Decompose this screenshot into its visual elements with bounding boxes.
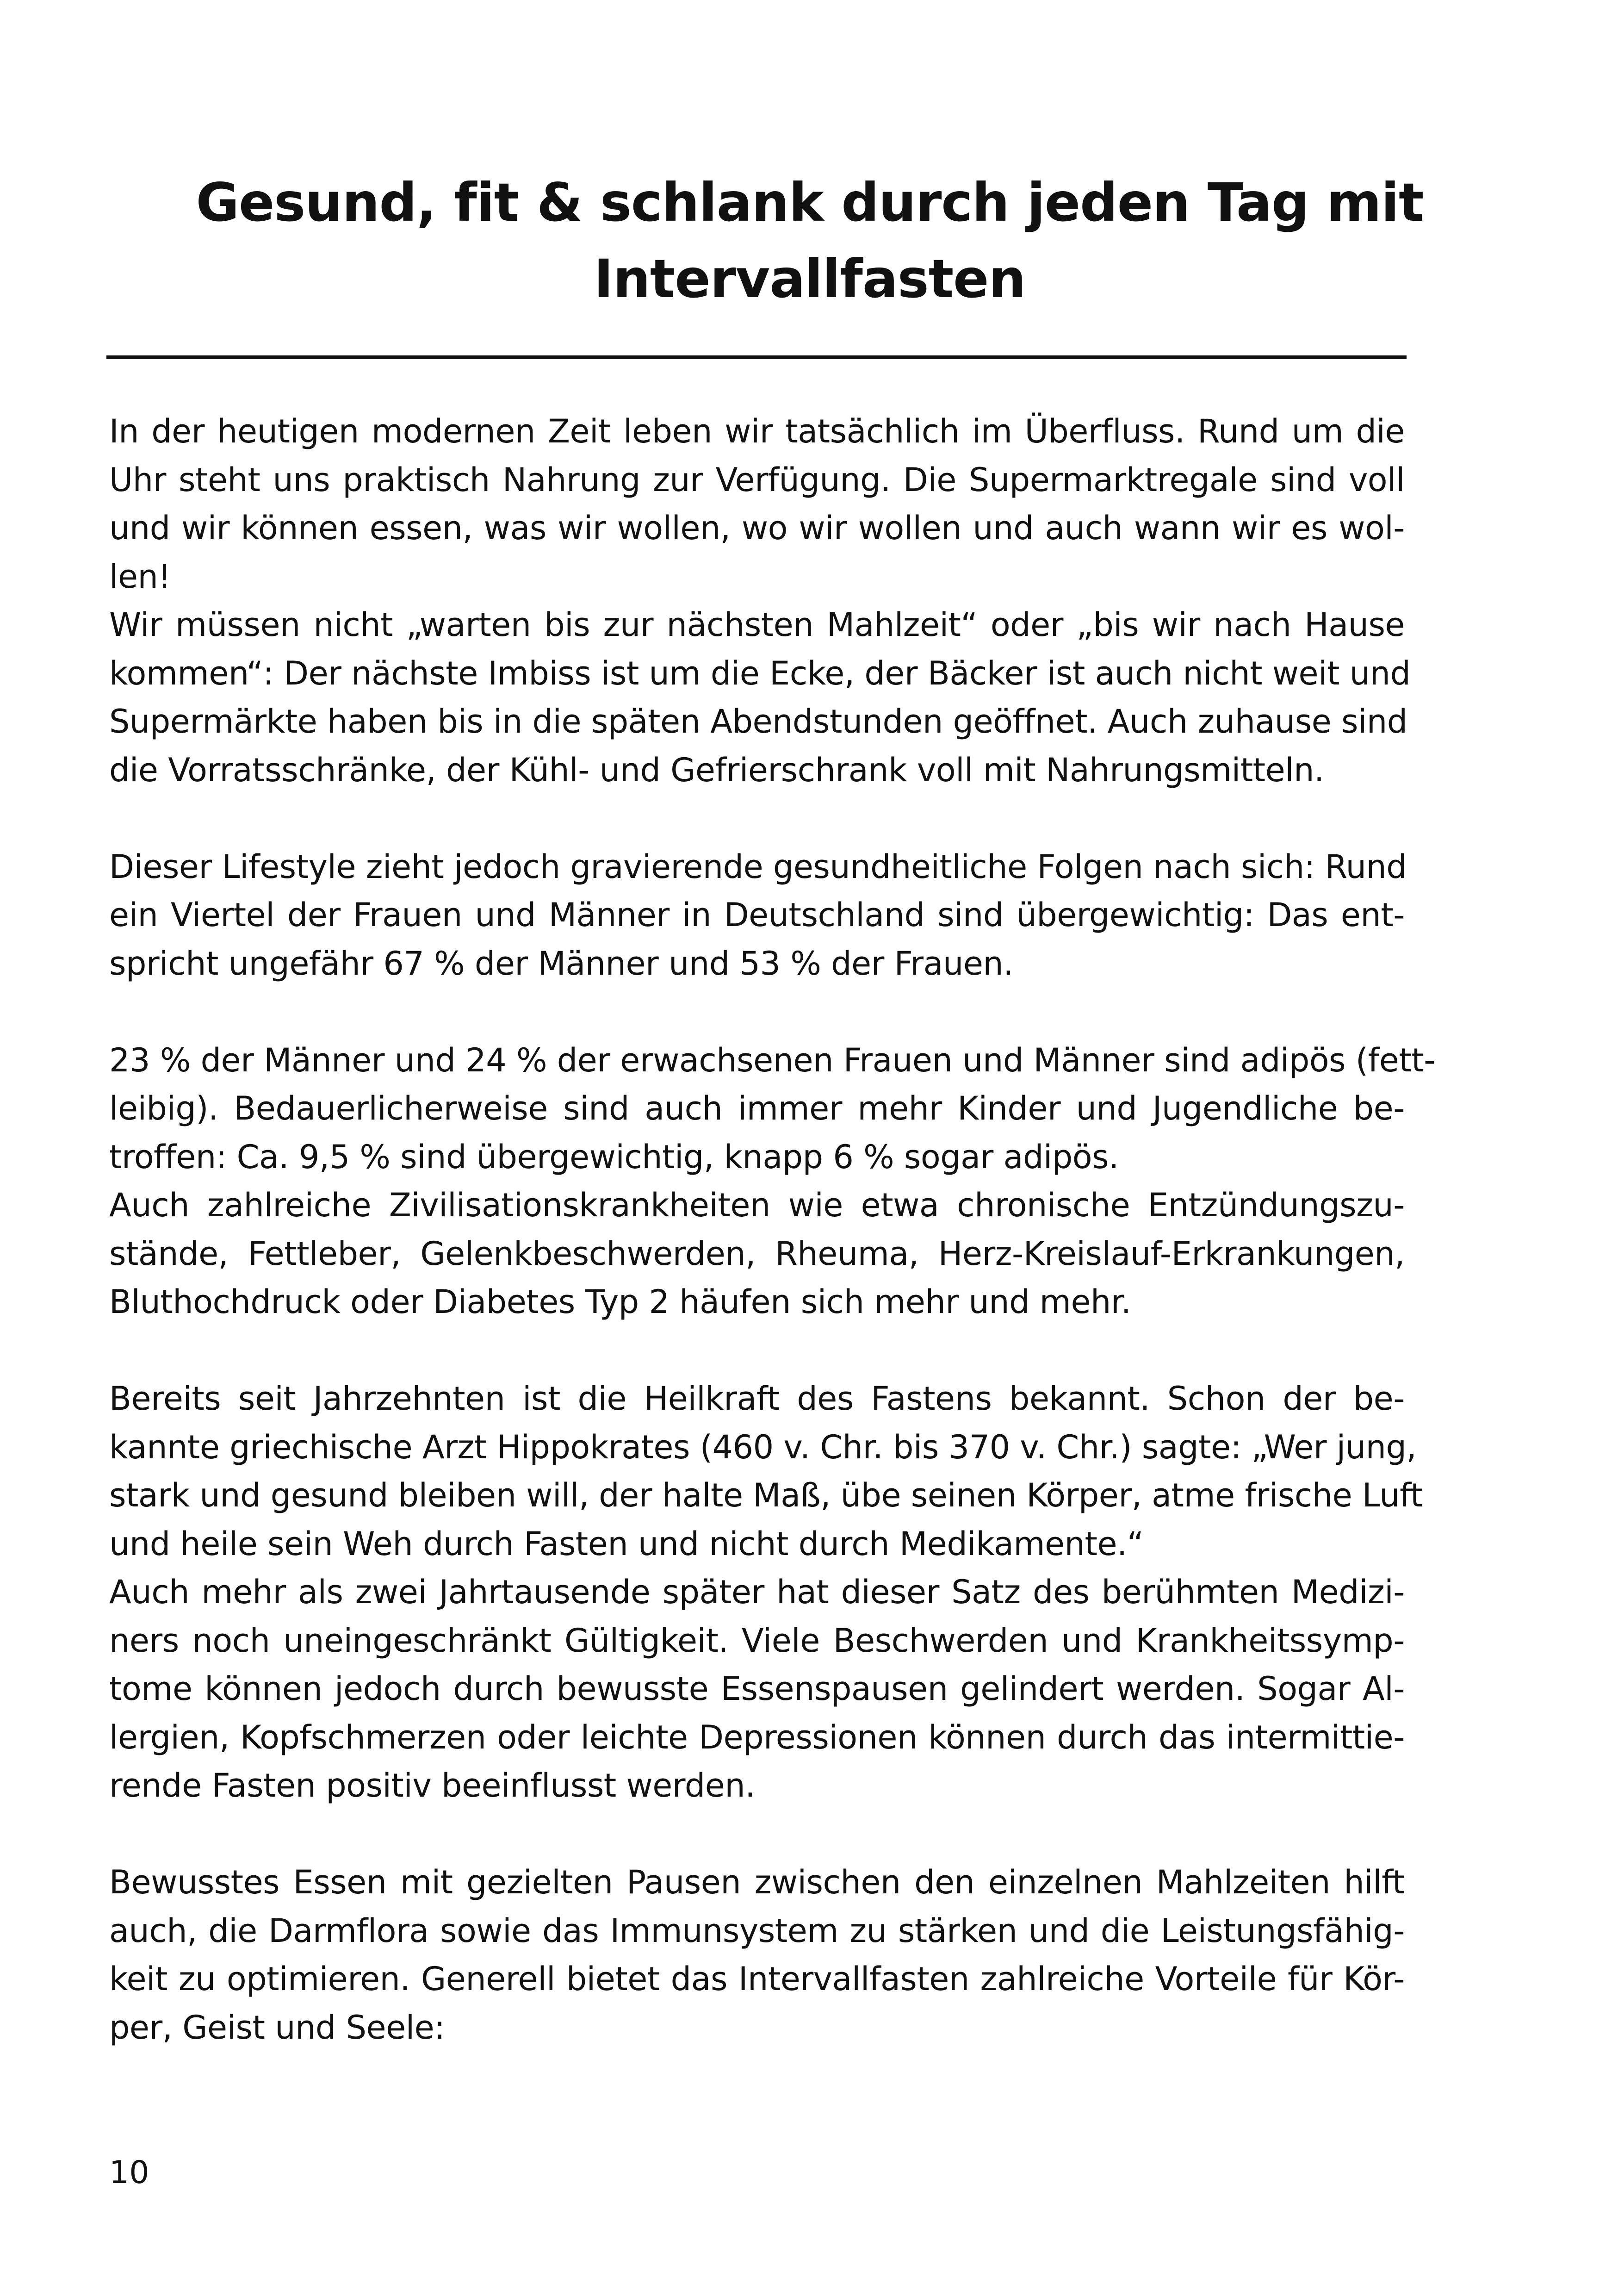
- text-line: Auch mehr als zwei Jahrtausende später hat dieser Satz des berühmten Medizi-: [109, 1573, 1405, 1611]
- page-number: 10: [109, 2154, 149, 2191]
- text-line: Wir müssen nicht „warten bis zur nächsten Mahlzeit“ oder „bis wir nach Hause: [109, 606, 1405, 644]
- text-line: leibig). Bedauerlicherweise sind auch immer mehr Kinder und Jugendliche be-: [109, 1089, 1405, 1127]
- paragraph-3: [109, 1036, 1436, 1326]
- text-line: troffen: Ca. 9,5 % sind übergewichtig, knapp 6 % sogar adipös.: [109, 1138, 1119, 1176]
- paragraph-5: [109, 1858, 1405, 2052]
- text-line: stände, Fettleber, Gelenkbeschwerden, Rheuma, Herz-Kreislauf-Erkrankungen,: [109, 1234, 1405, 1273]
- text-line: In der heutigen modernen Zeit leben wir tatsächlich im Überfluss. Rund um die: [109, 412, 1405, 450]
- text-line: kannte griechische Arzt Hippokrates (460 v. Chr. bis 370 v. Chr.) sagte: „Wer jung,: [109, 1428, 1417, 1466]
- text-line: lergien, Kopfschmerzen oder leichte Depressionen können durch das intermittie-: [109, 1718, 1405, 1756]
- paragraph-4: [109, 1375, 1423, 1810]
- text-line: ein Viertel der Frauen und Männer in Deutschland sind übergewichtig: Das ent-: [109, 896, 1405, 934]
- text-line: Dieser Lifestyle zieht jedoch gravierende gesundheitliche Folgen nach sich: Rund: [109, 847, 1407, 886]
- text-line: und heile sein Weh durch Fasten und nicht durch Medikamente.“: [109, 1524, 1144, 1563]
- text-line: kommen“: Der nächste Imbiss ist um die Ecke, der Bäcker ist auch nicht weit und: [109, 654, 1411, 692]
- text-line: Bewusstes Essen mit gezielten Pausen zwischen den einzelnen Mahlzeiten hilft: [109, 1863, 1405, 1901]
- page-title: [106, 164, 1513, 317]
- text-line: keit zu optimieren. Generell bietet das Intervallfasten zahlreiche Vorteile für Kör-: [109, 1960, 1405, 1998]
- text-line: ners noch uneingeschränkt Gültigkeit. Viele Beschwerden und Krankheitssymp-: [109, 1621, 1405, 1660]
- text-line: tome können jedoch durch bewusste Essenspausen gelindert werden. Sogar Al-: [109, 1670, 1405, 1708]
- title-line-1: Gesund, fit & schlank durch jeden Tag mit: [196, 172, 1424, 233]
- text-line: Supermärkte haben bis in die späten Abendstunden geöffnet. Auch zuhause sind: [109, 703, 1407, 740]
- title-line-2: Intervallfasten: [594, 248, 1026, 310]
- text-line: 23 % der Männer und 24 % der erwachsenen Frauen und Männer sind adipös (fett-: [109, 1041, 1436, 1079]
- text-line: per, Geist und Seele:: [109, 2008, 445, 2047]
- text-line: len!: [109, 557, 171, 596]
- text-line: spricht ungefähr 67 % der Männer und 53 % der Frauen.: [109, 944, 1014, 983]
- title-divider: [106, 355, 1407, 359]
- text-line: stark und gesund bleiben will, der halte Maß, übe seinen Körper, atme frische Luft: [109, 1476, 1423, 1514]
- paragraph-2: [109, 843, 1405, 988]
- text-line: Auch zahlreiche Zivilisationskrankheiten wie etwa chronische Entzündungszu-: [109, 1186, 1405, 1224]
- text-line: auch, die Darmflora sowie das Immunsystem zu stärken und die Leistungsfähig-: [109, 1911, 1405, 1950]
- text-line: rende Fasten positiv beeinflusst werden.: [109, 1767, 755, 1804]
- text-line: Uhr steht uns praktisch Nahrung zur Verfügung. Die Supermarktregale sind voll: [109, 460, 1405, 499]
- text-line: die Vorratsschränke, der Kühl- und Gefrierschrank voll mit Nahrungsmitteln.: [109, 751, 1324, 789]
- body-text: [109, 407, 1436, 2052]
- text-line: Bereits seit Jahrzehnten ist die Heilkraft des Fastens bekannt. Schon der be-: [109, 1380, 1405, 1418]
- text-line: Bluthochdruck oder Diabetes Typ 2 häufen sich mehr und mehr.: [109, 1283, 1131, 1321]
- paragraph-1: [109, 407, 1411, 794]
- text-line: und wir können essen, was wir wollen, wo wir wollen und auch wann wir es wol-: [109, 509, 1405, 547]
